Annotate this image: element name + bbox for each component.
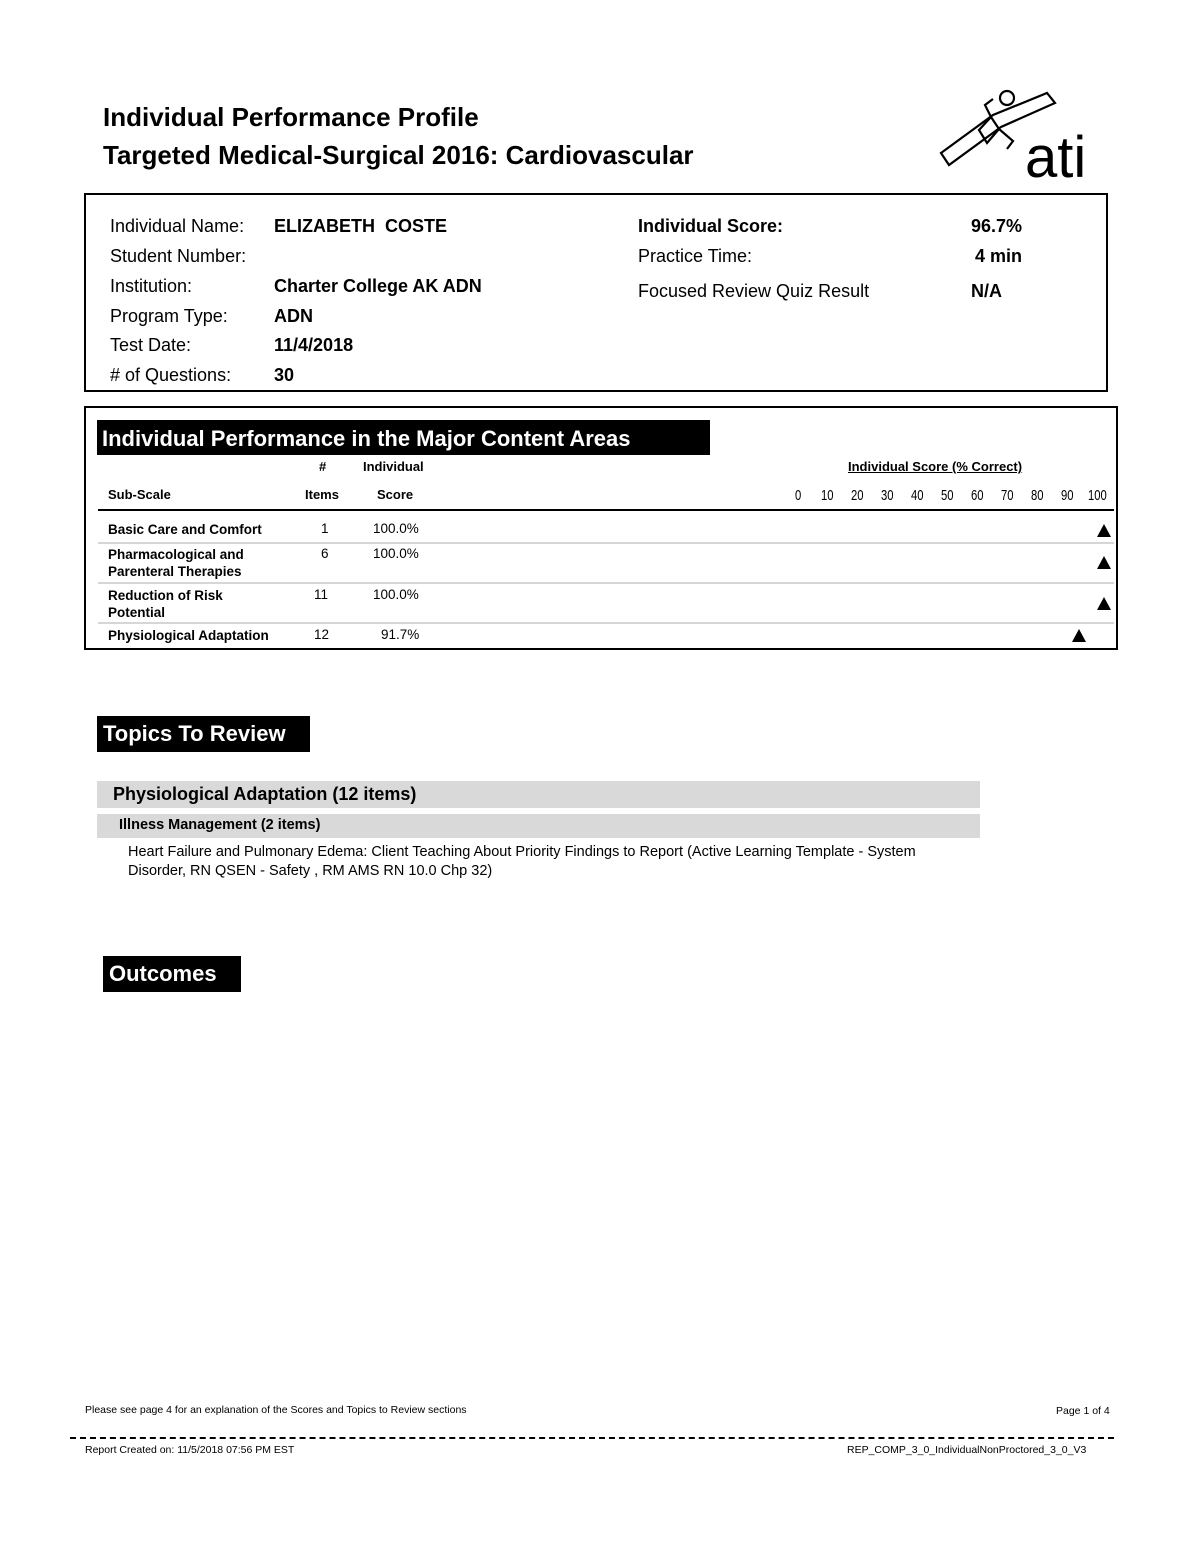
info-value: 96.7% — [971, 216, 1023, 236]
topics-heading: Topics To Review — [97, 716, 310, 752]
subscale-score: 100.0% — [373, 521, 419, 536]
info-value: 4 min — [975, 246, 1023, 266]
scale-tick: 90 — [1061, 487, 1074, 504]
topic-subcategory-band: Illness Management (2 items) — [97, 814, 980, 838]
row-divider — [98, 622, 1114, 624]
score-marker — [1097, 524, 1111, 537]
scale-tick: 0 — [794, 487, 801, 504]
subscale-items: 1 — [321, 521, 329, 536]
scale-tick: 70 — [1001, 487, 1014, 504]
scale-tick: 50 — [941, 487, 954, 504]
info-value: 30 — [274, 365, 295, 385]
scale-tick: 60 — [971, 487, 984, 504]
info-label: Student Number: — [110, 246, 247, 266]
logo-wordmark: ati — [1025, 125, 1087, 185]
info-label: Individual Name: — [110, 216, 245, 236]
outcomes-heading: Outcomes — [103, 956, 241, 992]
score-marker-shape — [1097, 597, 1111, 610]
report-subtitle: Targeted Medical-Surgical 2016: Cardiovascular — [103, 140, 694, 170]
footer-note: Please see page 4 for an explanation of the Scores and Topics to Review sections — [85, 1404, 467, 1416]
subscale-score: 100.0% — [373, 546, 419, 561]
scale-tick: 100 — [1087, 487, 1107, 504]
subscale-items: 11 — [314, 587, 329, 602]
page-number: Page 1 of 4 — [1056, 1405, 1110, 1417]
info-label: Test Date: — [110, 335, 192, 355]
subscale-score: 91.7% — [381, 627, 420, 642]
subscale-name: Basic Care and Comfort — [108, 522, 262, 537]
chart-heading: Individual Score (% Correct) — [848, 459, 1023, 474]
subscale-items: 12 — [314, 627, 330, 642]
scale-tick: 30 — [881, 487, 894, 504]
items-col-head: Items — [305, 487, 339, 502]
scale-tick: 80 — [1031, 487, 1044, 504]
items-col-head-top: # — [319, 459, 327, 474]
report-created: Report Created on: 11/5/2018 07:56 PM EST — [85, 1444, 295, 1456]
scale-tick: 20 — [851, 487, 864, 504]
info-label: Program Type: — [110, 306, 228, 326]
score-marker-shape — [1072, 629, 1086, 642]
info-value: 11/4/2018 — [274, 335, 354, 355]
scale-tick: 10 — [821, 487, 834, 504]
row-divider — [98, 542, 1114, 544]
info-label: Focused Review Quiz Result — [638, 281, 870, 301]
ati-logo — [935, 85, 1110, 185]
performance-heading: Individual Performance in the Major Content Areas — [97, 420, 710, 455]
score-marker — [1097, 556, 1111, 569]
score-col-head: Score — [377, 487, 414, 502]
score-marker — [1072, 629, 1086, 642]
info-label: # of Questions: — [110, 365, 232, 385]
subscale-name: Reduction of Risk Potential — [108, 588, 223, 620]
subscale-score: 100.0% — [373, 587, 419, 602]
topic-item: Heart Failure and Pulmonary Edema: Client Teaching About Priority Findings to Report (Active Learning Template - System Disorder, RN QSEN - Safety , RM AMS RN 10.0 Chp 32) — [128, 844, 916, 879]
row-divider — [98, 582, 1114, 584]
subscale-items: 6 — [321, 546, 329, 561]
info-label: Institution: — [110, 276, 193, 296]
info-value: Charter College AK ADN — [274, 276, 482, 296]
report-title: Individual Performance Profile — [103, 102, 479, 132]
subscale-name: Physiological Adaptation — [108, 628, 269, 643]
table-header-rule — [98, 509, 1114, 511]
score-marker — [1097, 597, 1111, 610]
info-label: Individual Score: — [638, 216, 784, 236]
score-marker-shape — [1097, 556, 1111, 569]
subscale-name: Pharmacological and Parenteral Therapies — [108, 547, 244, 579]
info-value: ELIZABETH COSTE — [274, 216, 448, 236]
info-value: ADN — [274, 306, 313, 326]
score-col-head-top: Individual — [363, 459, 424, 474]
score-marker-shape — [1097, 524, 1111, 537]
report-id: REP_COMP_3_0_IndividualNonProctored_3_0_V3 — [847, 1444, 1087, 1456]
scale-tick: 40 — [911, 487, 924, 504]
info-value: N/A — [971, 281, 1002, 301]
info-label: Practice Time: — [638, 246, 753, 266]
subscale-col-head: Sub-Scale — [108, 487, 171, 502]
footer-divider — [70, 1437, 1114, 1439]
topic-category-band: Physiological Adaptation (12 items) — [97, 781, 980, 808]
